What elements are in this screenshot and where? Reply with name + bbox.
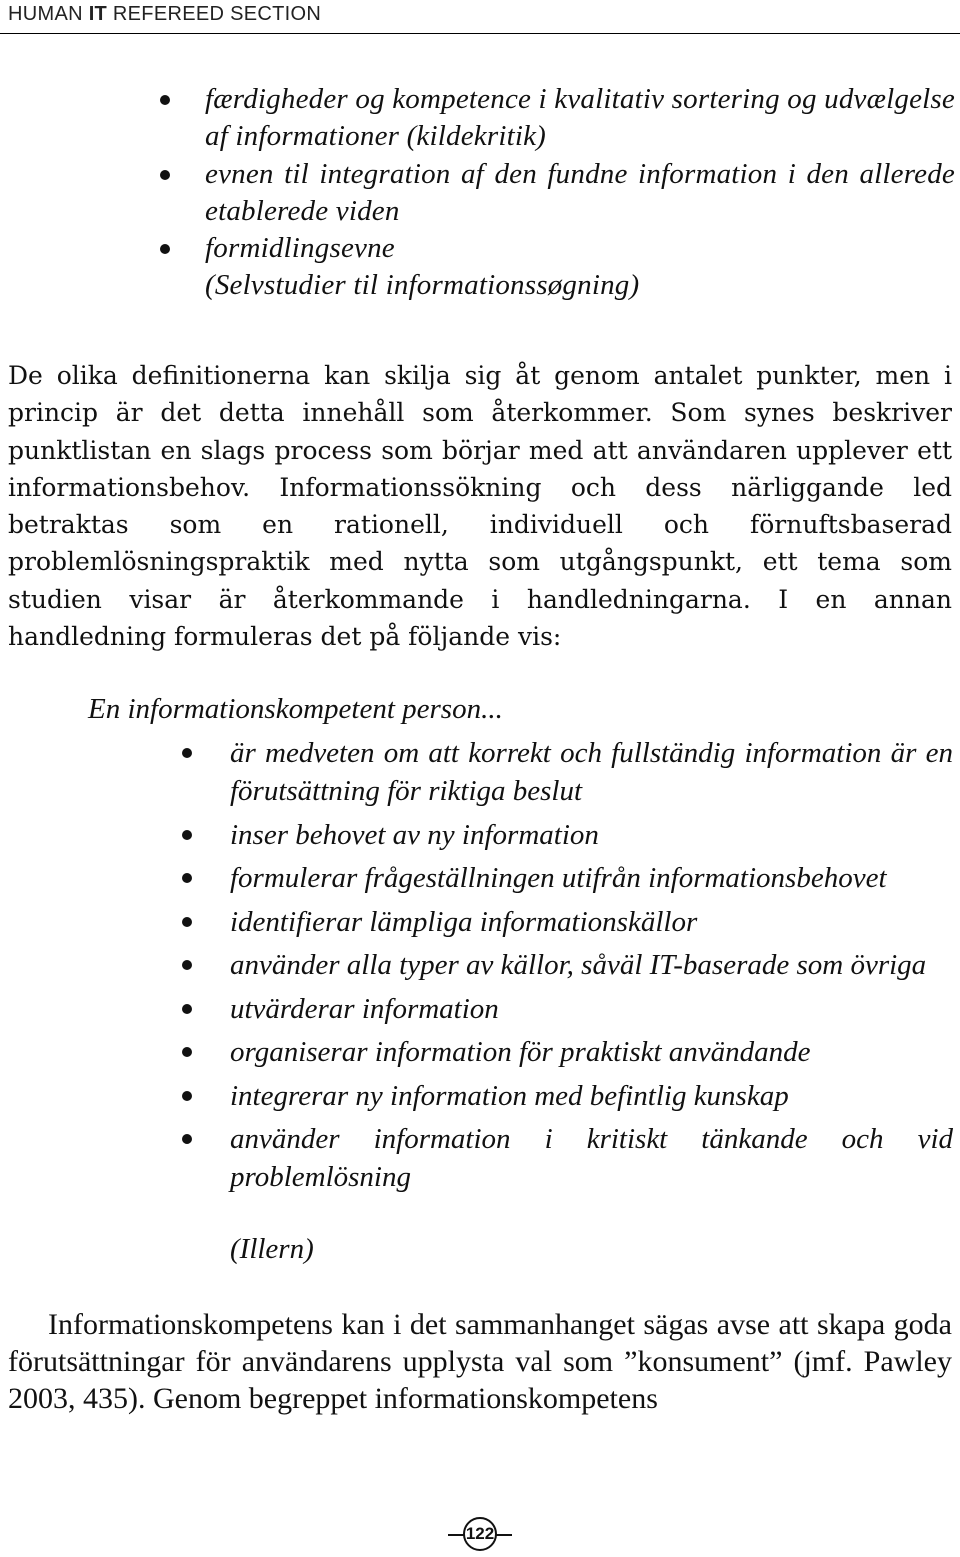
- swedish-list-citation: (Illern): [230, 1233, 314, 1265]
- list-item: [230, 1120, 953, 1196]
- body-paragraph-2: Informationskompetens kan i det sammanhanget sägas avse att skapa goda förutsättningar för användarens upplysta val som ”konsument” (jmf. Pawley 2003, 435). Genom begreppet informationskompetens: [8, 1308, 952, 1415]
- danish-list-citation: (Selvstudier til informationssøgning): [205, 269, 640, 302]
- danish-bullet-list: [205, 81, 955, 305]
- header-suffix: REFEREED SECTION: [107, 3, 322, 25]
- list-item-text: utvärderar information: [230, 992, 499, 1025]
- bullet-icon: [182, 917, 192, 927]
- bullet-icon: [182, 960, 192, 970]
- list-item: [230, 1033, 953, 1071]
- page-number-badge: [448, 1517, 512, 1553]
- list-item: [230, 946, 953, 984]
- bullet-icon: [182, 1047, 192, 1057]
- header-rule: [0, 33, 960, 34]
- page-number: 122: [463, 1517, 497, 1551]
- list-item: [205, 81, 955, 156]
- swedish-list-intro: En informationskompetent person...: [88, 693, 503, 725]
- list-item-text: organiserar information för praktiskt användande: [230, 1036, 811, 1068]
- bullet-icon: [160, 244, 170, 254]
- body-paragraph-1: De olika definitionerna kan skilja sig åt genom antalet punkter, men i princip är det detta innehåll som återkommer. Som synes beskriver punktlistan en slags process som börjar med att användaren upplever ett informationsbehov. Informationssökning och dess närliggande led betraktas som en rationell, individuell och förnuftsbaserad problemlösningspraktik med nytta som utgångspunkt, ett tema som studien visar är återkommande i handledningarna. I en annan handledning formuleras det på följande vis:: [8, 361, 952, 652]
- list-item: [205, 230, 955, 267]
- list-item: [230, 734, 953, 810]
- bullet-icon: [182, 830, 192, 840]
- list-item-text: formidlingsevne: [205, 232, 395, 265]
- header-prefix: HUMAN: [8, 3, 89, 25]
- list-item-text: integrerar ny information med befintlig kunskap: [230, 1079, 789, 1112]
- list-item: [205, 156, 955, 231]
- list-item: [230, 859, 953, 897]
- list-item: [230, 816, 953, 854]
- list-item-text: evnen til integration af den fundne information i den allerede etablerede viden: [205, 157, 955, 227]
- list-item-text: formulerar frågeställningen utifrån informationsbehovet: [230, 862, 887, 894]
- bullet-icon: [182, 1004, 192, 1014]
- list-item-text: är medveten om att korrekt och fullständig information är en förutsättning för riktiga beslut: [230, 737, 953, 807]
- bullet-icon: [160, 170, 170, 180]
- list-item-text: identifierar lämpliga informationskällor: [230, 905, 698, 938]
- list-item-text: færdigheder og kompetence i kvalitativ sortering og udvælgelse af informationer (kildekritik): [205, 83, 955, 153]
- bullet-icon: [182, 1134, 192, 1144]
- bullet-icon: [182, 748, 192, 758]
- list-item-text: använder information i kritiskt tänkande och vid problemlösning: [230, 1123, 953, 1193]
- bullet-icon: [160, 95, 170, 105]
- bullet-icon: [182, 1091, 192, 1101]
- swedish-bullet-list: [230, 734, 953, 1202]
- list-item-text: använder alla typer av källor, såväl IT-baserade som övriga: [230, 949, 927, 981]
- running-header: [8, 0, 321, 30]
- list-item: [230, 1077, 953, 1115]
- header-highlight: IT: [88, 3, 108, 25]
- bullet-icon: [182, 873, 192, 883]
- list-item: [230, 990, 953, 1028]
- list-item: [230, 903, 953, 941]
- list-item-text: inser behovet av ny information: [230, 818, 599, 851]
